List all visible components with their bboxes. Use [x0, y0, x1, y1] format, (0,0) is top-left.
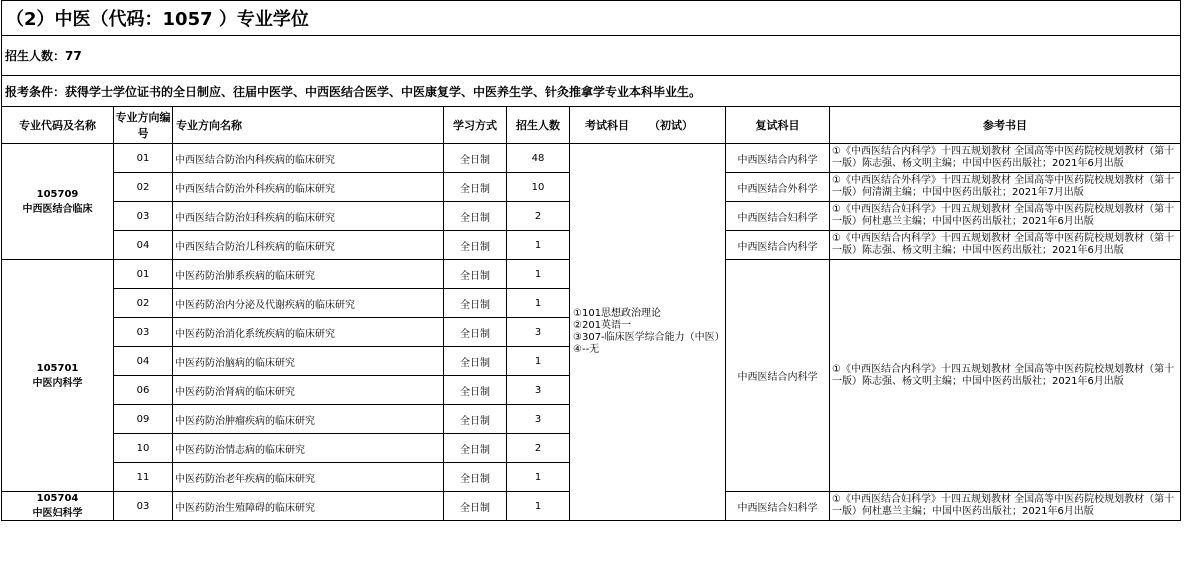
study-mode: 全日制	[444, 405, 507, 434]
header-major: 专业代码及名称	[2, 107, 114, 144]
reference-books: ①《中西医结合内科学》十四五规划教材 全国高等中医药院校规划教材（第十一版）陈志强、杨文明主编；中国中医药出版社；2021年6月出版	[830, 260, 1181, 492]
enrollment-count: 1	[507, 260, 570, 289]
application-conditions: 报考条件：获得学士学位证书的全日制应、往届中医学、中西医结合医学、中医康复学、中医养生学、针灸推拿学专业本科毕业生。	[2, 76, 1181, 107]
enrollment-count: 2	[507, 434, 570, 463]
retest-subject: 中西医结合妇科学	[726, 492, 830, 521]
reference-books: ①《中西医结合内科学》十四五规划教材 全国高等中医药院校规划教材（第十一版）陈志强、杨文明主编；中国中医药出版社；2021年6月出版	[830, 231, 1181, 260]
header-exam-note: （初试）	[649, 119, 693, 132]
title-row	[2, 1, 1181, 36]
study-mode: 全日制	[444, 347, 507, 376]
retest-subject: 中西医结合内科学	[726, 260, 830, 492]
study-mode: 全日制	[444, 231, 507, 260]
major-name: 中医内科学	[32, 377, 83, 389]
major-cell	[2, 144, 114, 260]
direction-name: 中医药防治生殖障碍的临床研究	[173, 492, 444, 521]
header-study-mode: 学习方式	[444, 107, 507, 144]
quota-row	[2, 36, 1181, 76]
direction-code: 02	[114, 289, 173, 318]
enrollment-count: 48	[507, 144, 570, 173]
direction-name: 中医药防治脑病的临床研究	[173, 347, 444, 376]
major-code: 105704	[36, 493, 79, 504]
header-enrollment: 招生人数	[507, 107, 570, 144]
exam-item: ①101思想政治理论	[573, 308, 662, 319]
enrollment-count: 1	[507, 463, 570, 492]
header-direction-name: 专业方向名称	[173, 107, 444, 144]
major-code: 105709	[36, 188, 79, 200]
direction-name: 中西医结合防治妇科疾病的临床研究	[173, 202, 444, 231]
header-exam	[570, 107, 726, 144]
direction-name: 中西医结合防治内科疾病的临床研究	[173, 144, 444, 173]
major-cell	[2, 492, 114, 521]
direction-code: 04	[114, 231, 173, 260]
direction-name: 中医药防治肿瘤疾病的临床研究	[173, 405, 444, 434]
exam-subjects	[570, 144, 726, 521]
study-mode: 全日制	[444, 289, 507, 318]
enrollment-count: 1	[507, 231, 570, 260]
enrollment-count: 1	[507, 492, 570, 521]
direction-name: 中医药防治情志病的临床研究	[173, 434, 444, 463]
header-exam-label: 考试科目	[585, 119, 629, 132]
direction-name: 中医药防治内分泌及代谢疾病的临床研究	[173, 289, 444, 318]
direction-code: 03	[114, 492, 173, 521]
header-direction-code: 专业方向编号	[114, 107, 173, 144]
direction-code: 06	[114, 376, 173, 405]
study-mode: 全日制	[444, 434, 507, 463]
reference-books: ①《中西医结合妇科学》十四五规划教材 全国高等中医药院校规划教材（第十一版）何杜惠兰主编；中国中医药出版社；2021年6月出版	[830, 202, 1181, 231]
major-name: 中医妇科学	[32, 508, 83, 519]
direction-code: 02	[114, 173, 173, 202]
direction-code: 03	[114, 202, 173, 231]
major-cell	[2, 260, 114, 492]
reference-books: ①《中西医结合内科学》十四五规划教材 全国高等中医药院校规划教材（第十一版）陈志强、杨文明主编；中国中医药出版社；2021年6月出版	[830, 144, 1181, 173]
study-mode: 全日制	[444, 144, 507, 173]
major-code: 105701	[36, 362, 79, 374]
enrollment-count: 1	[507, 289, 570, 318]
direction-code: 10	[114, 434, 173, 463]
exam-item: ③307-临床医学综合能力（中医）	[573, 332, 725, 343]
study-mode: 全日制	[444, 173, 507, 202]
condition-row	[2, 76, 1181, 107]
study-mode: 全日制	[444, 492, 507, 521]
direction-code: 09	[114, 405, 173, 434]
direction-code: 01	[114, 144, 173, 173]
reference-books: ①《中西医结合妇科学》十四五规划教材 全国高等中医药院校规划教材（第十一版）何杜惠兰主编；中国中医药出版社；2021年6月出版	[830, 492, 1181, 521]
study-mode: 全日制	[444, 463, 507, 492]
table-row	[2, 144, 1181, 173]
direction-code: 01	[114, 260, 173, 289]
header-references: 参考书目	[830, 107, 1181, 144]
retest-subject: 中西医结合外科学	[726, 173, 830, 202]
direction-name: 中西医结合防治外科疾病的临床研究	[173, 173, 444, 202]
direction-name: 中医药防治老年疾病的临床研究	[173, 463, 444, 492]
enrollment-count: 2	[507, 202, 570, 231]
enrollment-quota: 招生人数：77	[2, 36, 1181, 76]
study-mode: 全日制	[444, 376, 507, 405]
retest-subject: 中西医结合内科学	[726, 144, 830, 173]
header-retest: 复试科目	[726, 107, 830, 144]
direction-name: 中医药防治肾病的临床研究	[173, 376, 444, 405]
major-name: 中西医结合临床	[22, 203, 93, 215]
enrollment-count: 3	[507, 376, 570, 405]
study-mode: 全日制	[444, 318, 507, 347]
direction-name: 中医药防治消化系统疾病的临床研究	[173, 318, 444, 347]
enrollment-count: 1	[507, 347, 570, 376]
enrollment-count: 3	[507, 318, 570, 347]
direction-code: 04	[114, 347, 173, 376]
exam-item: ②201英语一	[573, 320, 632, 331]
reference-books: ①《中西医结合外科学》十四五规划教材 全国高等中医药院校规划教材（第十一版）何清湖主编；中国中医药出版社；2021年7月出版	[830, 173, 1181, 202]
enrollment-count: 10	[507, 173, 570, 202]
direction-name: 中医药防治肺系疾病的临床研究	[173, 260, 444, 289]
page-title: （2）中医（代码：1057 ）专业学位	[2, 1, 1181, 36]
enrollment-count: 3	[507, 405, 570, 434]
admission-table	[1, 0, 1181, 521]
study-mode: 全日制	[444, 260, 507, 289]
exam-item: ④--无	[573, 344, 600, 355]
header-row	[2, 107, 1181, 144]
retest-subject: 中西医结合妇科学	[726, 202, 830, 231]
direction-code: 03	[114, 318, 173, 347]
study-mode: 全日制	[444, 202, 507, 231]
direction-name: 中西医结合防治儿科疾病的临床研究	[173, 231, 444, 260]
retest-subject: 中西医结合内科学	[726, 231, 830, 260]
direction-code: 11	[114, 463, 173, 492]
